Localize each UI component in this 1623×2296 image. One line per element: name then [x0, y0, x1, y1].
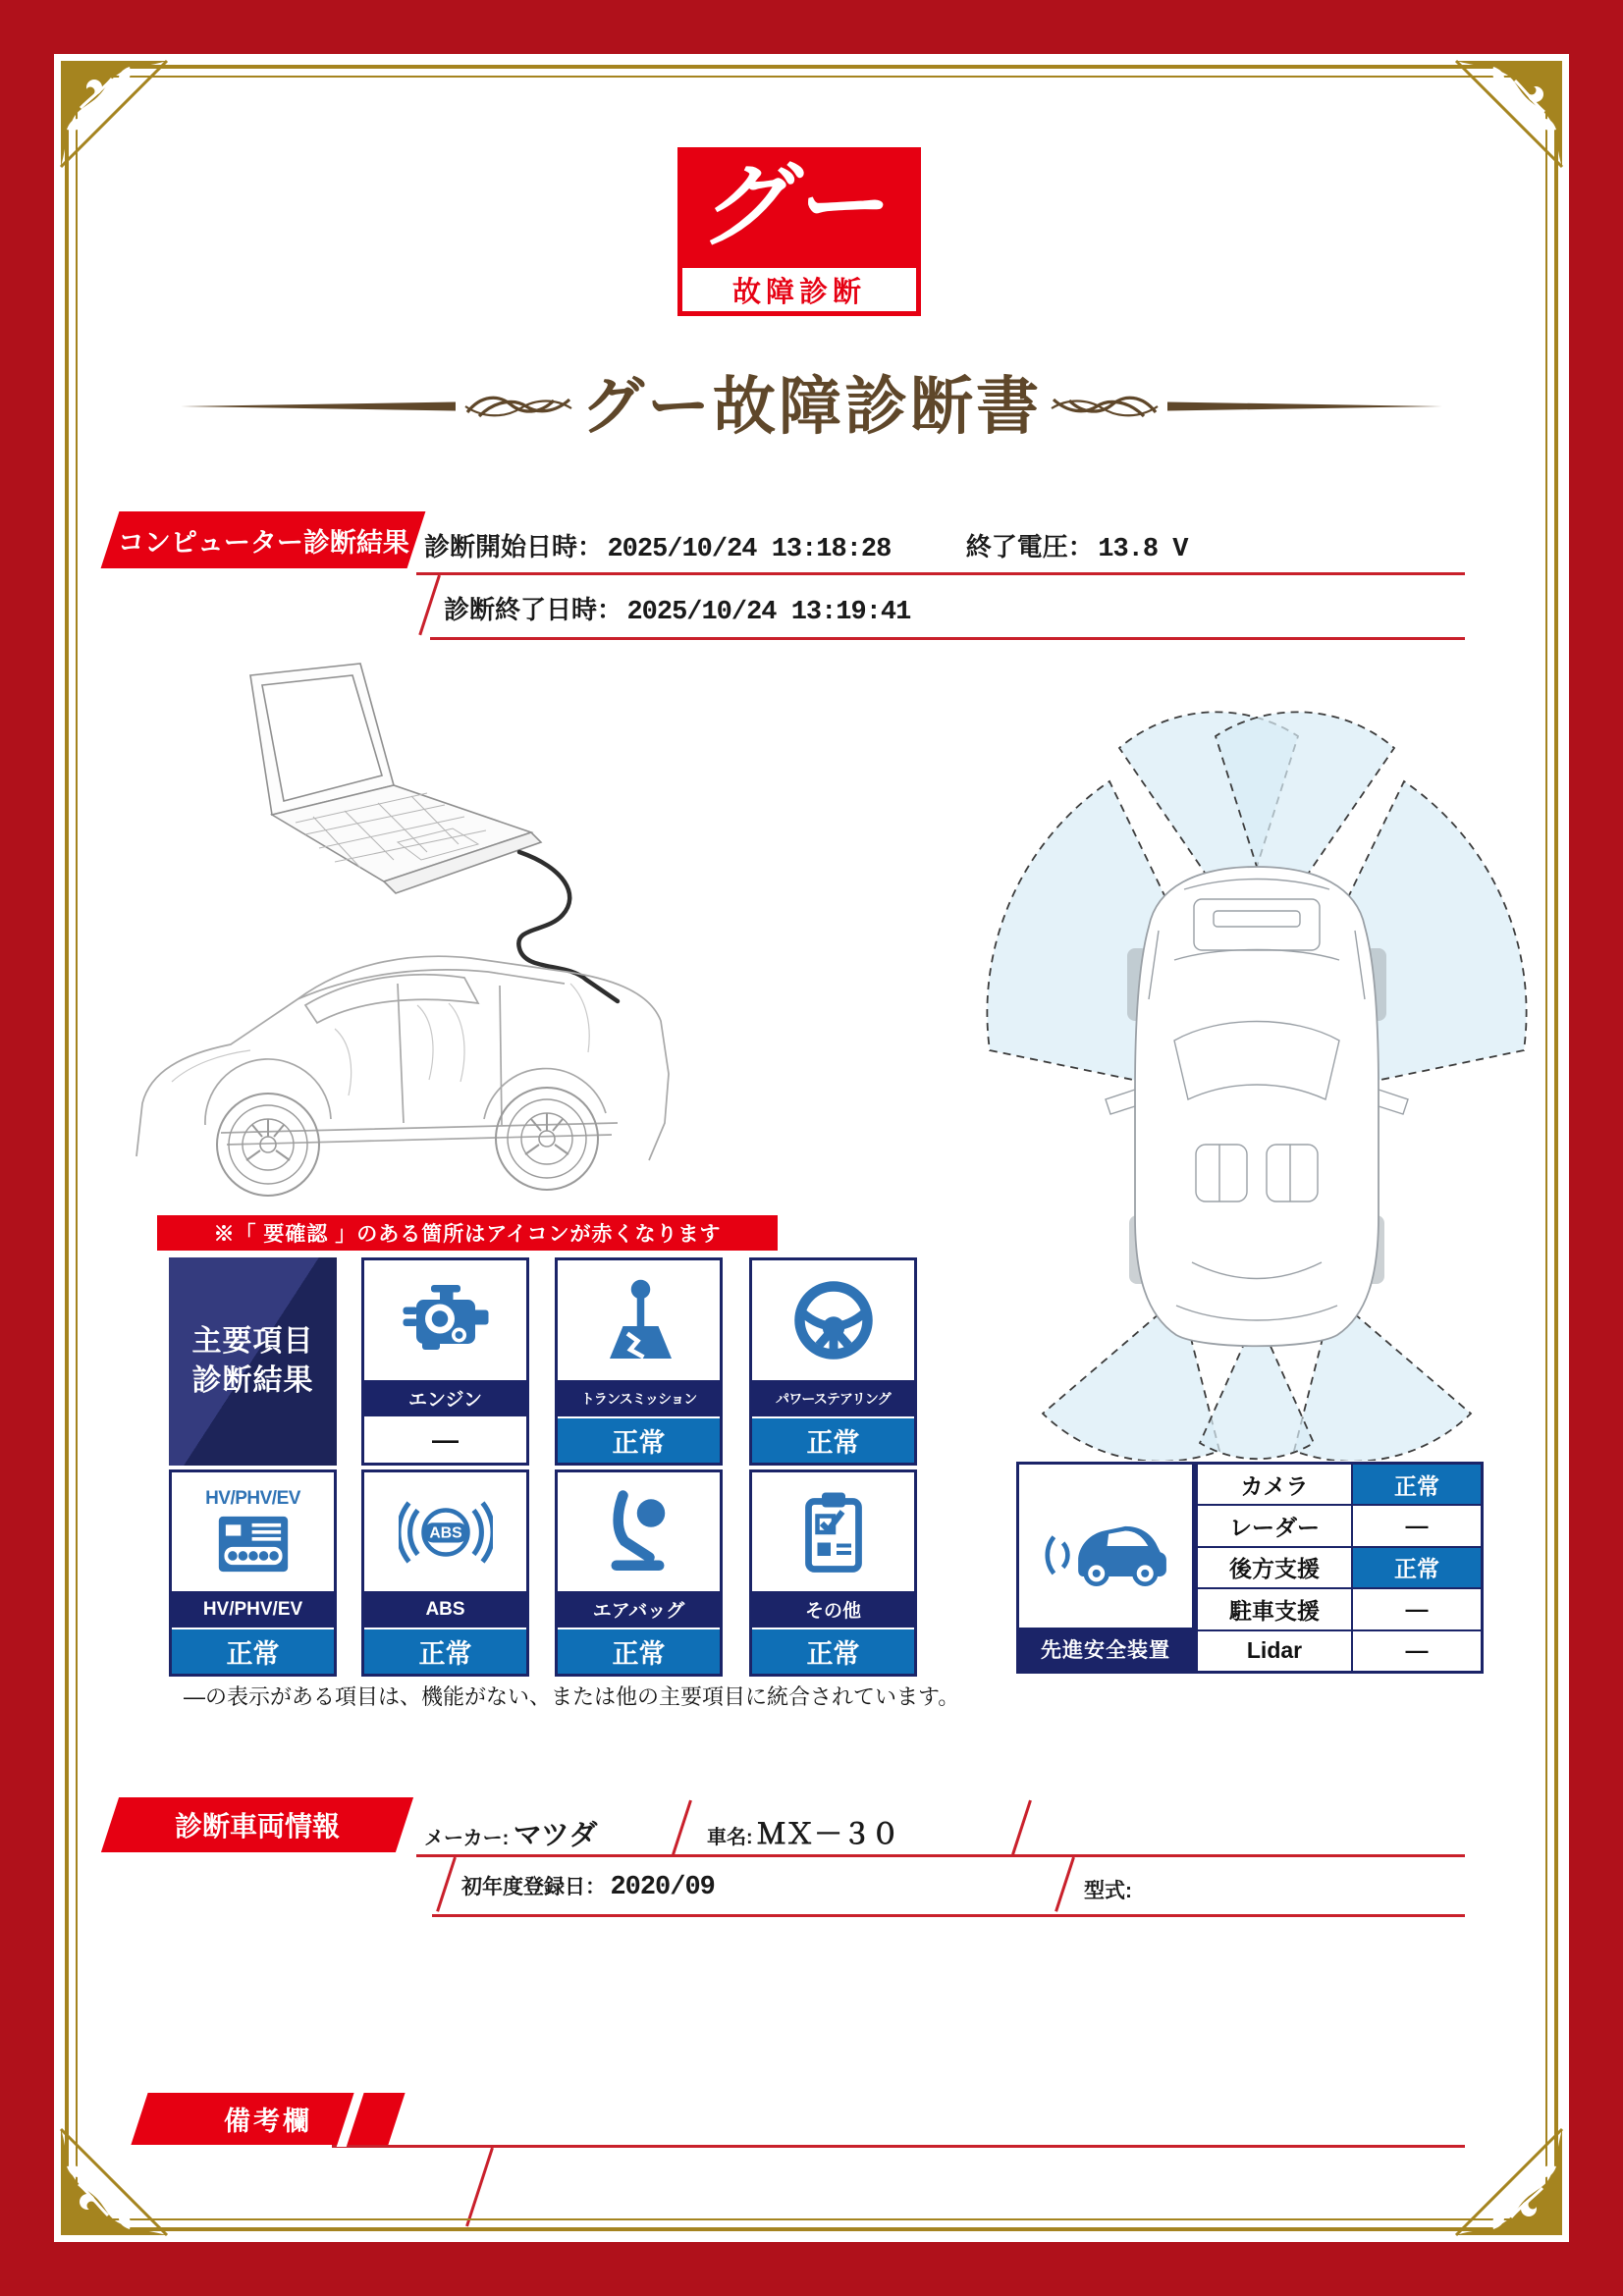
adas-row-name: レーダー — [1198, 1506, 1351, 1545]
title-line-right — [1167, 400, 1442, 412]
car-name-value: ＭＸ－３０ — [757, 1819, 900, 1850]
vehicle-model-field — [1084, 1873, 1132, 1905]
result-card-status: 正常 — [172, 1628, 334, 1674]
goo-logo-text: グー — [695, 154, 903, 257]
result-card-engine — [361, 1257, 529, 1466]
adas-row-name: Lidar — [1198, 1631, 1351, 1671]
goo-logo-subtitle: 故障診断 — [682, 268, 916, 311]
result-card-airbag — [555, 1469, 723, 1677]
end-time-value: 2025/10/24 13:19:41 — [626, 598, 911, 627]
clipboard-icon — [752, 1472, 914, 1591]
adas-car-icon — [1019, 1465, 1192, 1628]
car-topview-sensor-illustration — [972, 666, 1542, 1461]
main-panel-line1: 主要項目 — [191, 1324, 314, 1358]
page-title: グー故障診断書 — [581, 371, 1042, 442]
adas-card-label: 先進安全装置 — [1019, 1628, 1192, 1671]
corner-ornament-icon — [1450, 2123, 1566, 2239]
laptop-car-diagnostic-illustration — [103, 660, 673, 1209]
separator-slash — [1011, 1800, 1031, 1855]
underline — [416, 1854, 1465, 1857]
adas-row-status: — — [1353, 1589, 1481, 1629]
separator-slash — [418, 575, 441, 636]
result-card-label: エンジン — [364, 1380, 526, 1416]
ev-caption: HV/PHV/EV — [205, 1487, 300, 1509]
separator-slash — [465, 2148, 493, 2227]
result-card-label: その他 — [752, 1591, 914, 1628]
maker-label: メーカー: — [424, 1828, 510, 1849]
adas-row-status: — — [1353, 1506, 1481, 1545]
title-flourish-icon — [463, 387, 573, 426]
result-card-abs — [361, 1469, 529, 1677]
vehicle-name-field — [707, 1812, 899, 1852]
engine-icon — [364, 1260, 526, 1380]
airbag-icon — [558, 1472, 720, 1591]
diagnosis-end-line — [444, 590, 910, 627]
vehicle-maker-field — [424, 1813, 598, 1853]
adas-row-status: 正常 — [1353, 1548, 1481, 1587]
result-card-status: 正常 — [752, 1628, 914, 1674]
corner-ornament-icon — [1450, 57, 1566, 173]
result-card-label: エアバッグ — [558, 1591, 720, 1628]
diagnosis-start-line — [424, 527, 1187, 564]
voltage-value: 13.8 V — [1098, 535, 1188, 564]
separator-slash — [672, 1800, 691, 1855]
vehicle-info-banner — [101, 1797, 413, 1852]
underline — [416, 572, 1465, 575]
result-card-status: 正常 — [558, 1628, 720, 1674]
vehicle-info-banner-label: 診断車両情報 — [174, 1811, 340, 1842]
vehicle-registration-field — [461, 1871, 715, 1902]
car-name-label: 車名: — [707, 1827, 753, 1848]
remarks-banner — [131, 2093, 405, 2145]
result-card-hv-phv-ev — [169, 1469, 337, 1677]
separator-slash — [436, 1857, 456, 1912]
adas-row-status: — — [1353, 1631, 1481, 1671]
computer-diagnosis-banner-label: コンピューター診断結果 — [117, 527, 409, 558]
report-title-row — [0, 371, 1623, 442]
result-card-label: HV/PHV/EV — [172, 1591, 334, 1628]
result-card-label: パワーステアリング — [752, 1380, 914, 1416]
dash-explanation-note: —の表示がある項目は、機能がない、または他の主要項目に統合されています。 — [184, 1684, 960, 1709]
alert-strip: ※「 要確認 」のある箇所はアイコンが赤くなります — [157, 1215, 778, 1251]
result-card-label: トランスミッション — [558, 1380, 720, 1416]
adas-row-status: 正常 — [1353, 1465, 1481, 1504]
adas-row-name: カメラ — [1198, 1465, 1351, 1504]
end-time-label: 診断終了日時： — [444, 595, 623, 624]
voltage-label: 終了電圧： — [965, 532, 1094, 561]
result-card-status: 正常 — [752, 1416, 914, 1463]
maker-value: マツダ — [513, 1820, 598, 1851]
result-card-transmission — [555, 1257, 723, 1466]
computer-diagnosis-banner — [101, 511, 426, 568]
adas-row-name: 駐車支援 — [1198, 1589, 1351, 1629]
remarks-line-2 — [458, 2228, 1465, 2231]
svg-text:ABS: ABS — [428, 1524, 462, 1542]
model-code-label: 型式: — [1084, 1880, 1132, 1902]
start-time-value: 2025/10/24 13:18:28 — [607, 535, 892, 564]
title-line-left — [181, 400, 456, 412]
adas-card — [1016, 1462, 1195, 1674]
steering-wheel-icon — [752, 1260, 914, 1380]
title-flourish-icon — [1050, 387, 1160, 426]
ev-module-icon — [172, 1472, 334, 1591]
goo-logo — [677, 147, 921, 316]
underline — [432, 1914, 1465, 1917]
first-registration-value: 2020/09 — [610, 1873, 715, 1902]
remarks-banner-label: 備考欄 — [224, 2107, 312, 2136]
result-card-status: 正常 — [364, 1628, 526, 1674]
result-card-other — [749, 1469, 917, 1677]
start-time-label: 診断開始日時： — [424, 532, 604, 561]
result-card-label: ABS — [364, 1591, 526, 1628]
separator-slash — [1055, 1857, 1074, 1912]
remarks-line-1 — [332, 2145, 1465, 2148]
transmission-icon — [558, 1260, 720, 1380]
corner-ornament-icon — [57, 57, 173, 173]
adas-table — [1195, 1462, 1484, 1674]
main-results-panel — [169, 1257, 337, 1466]
adas-row-name: 後方支援 — [1198, 1548, 1351, 1587]
abs-icon — [364, 1472, 526, 1591]
result-card-status: 正常 — [558, 1416, 720, 1463]
result-card-status: — — [364, 1416, 526, 1463]
main-panel-line2: 診断結果 — [191, 1364, 314, 1397]
first-registration-label: 初年度登録日： — [461, 1876, 606, 1898]
result-card-power-steering — [749, 1257, 917, 1466]
underline — [430, 637, 1465, 640]
